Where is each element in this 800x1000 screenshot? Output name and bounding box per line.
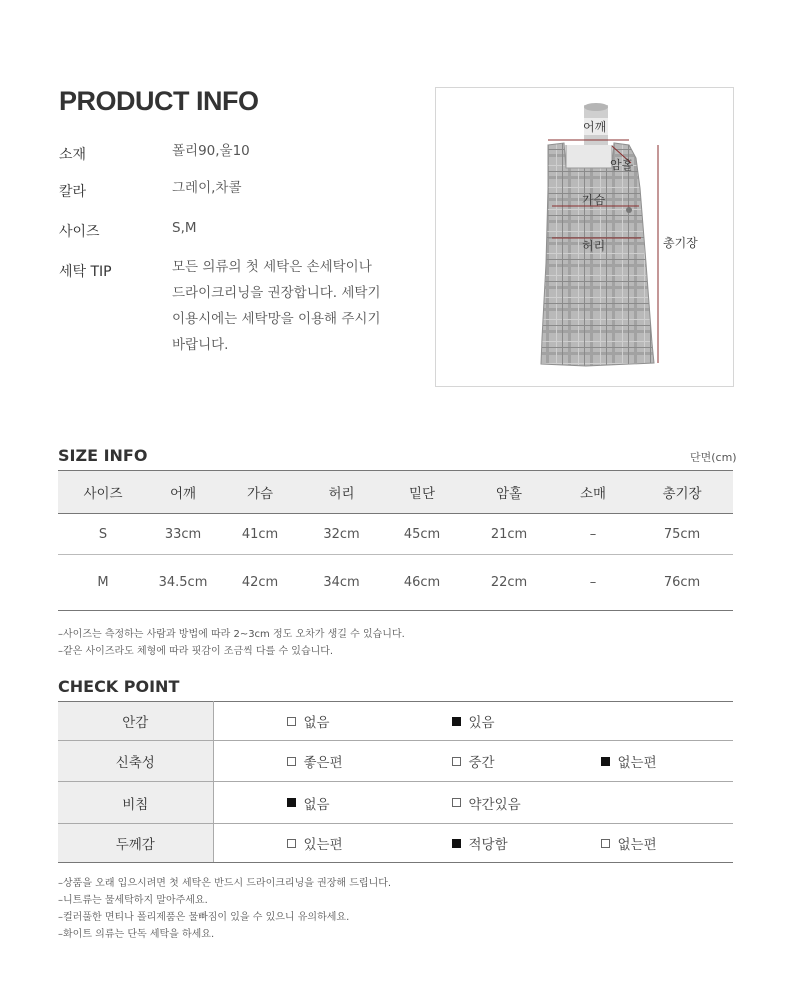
check-options <box>213 782 733 824</box>
option <box>452 833 508 853</box>
option-label: 좋은편 <box>303 755 343 771</box>
cell: 46cm <box>381 555 463 611</box>
wash-tip-line: 바랍니다. <box>172 337 229 353</box>
cell: 75cm <box>631 514 733 555</box>
care-note: –니트류는 물세탁하지 말아주세요. <box>58 895 208 906</box>
option <box>452 751 495 771</box>
option-label: 약간있음 <box>468 796 521 813</box>
size-note: –사이즈는 측정하는 사람과 방법에 따라 2~3cm 정도 오차가 생길 수 있습니다. <box>58 629 405 640</box>
cell: 34.5cm <box>148 555 218 611</box>
check-options <box>213 702 733 741</box>
care-note: –화이트 의류는 단독 세탁을 하세요. <box>58 929 215 940</box>
checkbox-icon <box>287 757 296 766</box>
cell: M <box>58 555 148 611</box>
cell: 33cm <box>148 514 218 555</box>
option-label: 없음 <box>303 715 330 731</box>
checkbox-icon <box>452 798 461 807</box>
wash-tip-line: 이용시에는 세탁망을 이용해 주시기 <box>172 311 381 327</box>
chest-label: 가슴 <box>582 193 606 207</box>
option <box>287 833 343 853</box>
option-label: 없는편 <box>617 755 657 771</box>
option-label: 없는편 <box>617 837 657 853</box>
option <box>287 711 330 731</box>
care-note: –상품을 오래 입으시려면 첫 세탁은 반드시 드라이크리닝을 권장해 드립니다. <box>58 878 392 889</box>
cell: 21cm <box>463 514 555 555</box>
check-row-sheerness <box>58 782 733 824</box>
size-label: 사이즈 <box>59 224 100 240</box>
cell: 34cm <box>302 555 381 611</box>
option <box>452 711 495 731</box>
col-sleeve: 소매 <box>555 471 631 514</box>
checkbox-checked-icon <box>601 757 610 766</box>
check-options <box>213 824 733 863</box>
option-label: 있음 <box>468 715 495 731</box>
option <box>287 751 343 771</box>
check-label: 두께감 <box>58 824 213 863</box>
product-info-title: PRODUCT INFO <box>59 86 259 116</box>
wash-tip-line: 드라이크리닝을 권장합니다. 세탁기 <box>172 285 381 301</box>
col-armhole: 암홀 <box>463 471 555 514</box>
color-label: 칼라 <box>59 184 87 200</box>
check-options <box>213 741 733 782</box>
size-table-header <box>58 471 733 514</box>
size-info-title: SIZE INFO <box>58 446 148 465</box>
checkbox-checked-icon <box>287 798 296 807</box>
size-value: S,M <box>172 220 197 236</box>
option-label: 있는편 <box>303 837 343 853</box>
col-chest: 가슴 <box>218 471 302 514</box>
wash-tip-line: 모든 의류의 첫 세탁은 손세탁이나 <box>172 259 372 275</box>
table-row <box>58 555 733 611</box>
col-size: 사이즈 <box>58 471 148 514</box>
col-shoulder: 어깨 <box>148 471 218 514</box>
cell: S <box>58 514 148 555</box>
table-row <box>58 514 733 555</box>
col-length: 총기장 <box>631 471 733 514</box>
material-value: 폴리90,울10 <box>172 143 250 159</box>
length-label: 총기장 <box>663 236 698 250</box>
cell: 42cm <box>218 555 302 611</box>
color-value: 그레이,차콜 <box>172 180 242 196</box>
cell: 22cm <box>463 555 555 611</box>
wash-tip-text <box>172 254 412 358</box>
option-label: 적당함 <box>468 837 508 853</box>
checkbox-icon <box>287 717 296 726</box>
shoulder-label: 어깨 <box>583 120 607 134</box>
cell: 45cm <box>381 514 463 555</box>
cell: 41cm <box>218 514 302 555</box>
care-note: –컬러풀한 면티나 폴리제품은 물빠짐이 있을 수 있으니 유의하세요. <box>58 912 350 923</box>
option <box>287 793 330 813</box>
size-table <box>58 470 733 611</box>
option <box>452 793 521 813</box>
option <box>601 833 657 853</box>
material-label: 소재 <box>59 147 87 163</box>
checkbox-checked-icon <box>452 839 461 848</box>
wash-tip-label: 세탁 TIP <box>59 264 112 280</box>
cell: – <box>555 514 631 555</box>
check-label: 안감 <box>58 702 213 741</box>
col-hem: 밑단 <box>381 471 463 514</box>
col-waist: 허리 <box>302 471 381 514</box>
armhole-label: 암홀 <box>610 158 634 172</box>
cell: – <box>555 555 631 611</box>
checkbox-icon <box>452 757 461 766</box>
checkbox-icon <box>287 839 296 848</box>
unit-note: 단면(cm) <box>690 451 737 464</box>
option <box>601 751 657 771</box>
checkbox-checked-icon <box>452 717 461 726</box>
option-label: 중간 <box>468 755 495 771</box>
check-point-table <box>58 701 733 863</box>
check-row-thickness <box>58 824 733 863</box>
cell: 76cm <box>631 555 733 611</box>
size-note: –같은 사이즈라도 체형에 따라 핏감이 조금씩 다를 수 있습니다. <box>58 646 334 657</box>
check-label: 비침 <box>58 782 213 824</box>
garment-diagram <box>435 87 734 387</box>
check-label: 신축성 <box>58 741 213 782</box>
option-label: 없음 <box>303 796 330 813</box>
cell: 32cm <box>302 514 381 555</box>
check-row-lining <box>58 702 733 741</box>
waist-label: 허리 <box>582 239 606 253</box>
checkbox-icon <box>601 839 610 848</box>
check-row-stretch <box>58 741 733 782</box>
check-point-title: CHECK POINT <box>58 677 180 696</box>
